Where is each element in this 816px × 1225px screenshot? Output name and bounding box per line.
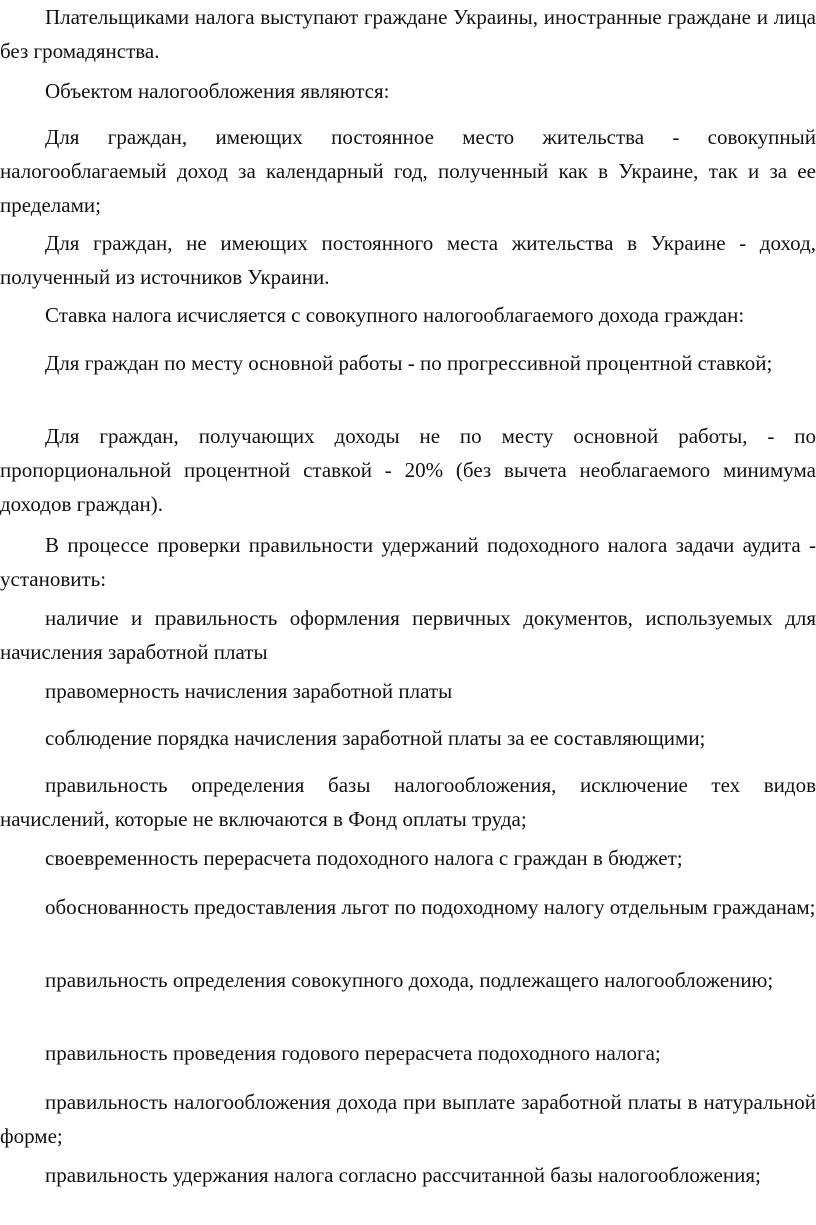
paragraph-nonresidents: Для граждан, не имеющих постоянного места жительства в Украине - доход, полученный из источников Украини. <box>0 231 816 289</box>
list-item-withholding: правильность удержания налога согласно рассчитанной базы налогообложения; <box>45 1163 761 1187</box>
list-item-in-kind: правильность налогообложения дохода при выплате заработной платы в натуральной форме; <box>0 1090 816 1148</box>
list-item-annual-recalc: правильность проведения годового перерасчета подоходного налога; <box>45 1041 661 1065</box>
paragraph-payers: Плательщиками налога выступают граждане Украины, иностранные граждане и лица без громадянства. <box>0 5 816 63</box>
paragraph-rate-heading: Ставка налога исчисляется с совокупного налогооблагаемого дохода граждан: <box>45 303 745 327</box>
list-item-legality: правомерность начисления заработной платы <box>45 679 453 703</box>
paragraph-residents: Для граждан, имеющих постоянное место жительства - совокупный налогооблагаемый доход за календарный год, полученный как в Украине, так и за ее пределами; <box>0 125 816 217</box>
list-item-timeliness: своевременность перерасчета подоходного налога с граждан в бюджет; <box>45 846 683 870</box>
paragraph-object-heading: Объектом налогообложения являются: <box>45 79 390 103</box>
paragraph-secondary-job-rate: Для граждан, получающих доходы не по месту основной работы, - по пропорциональной процентной ставкой - 20% (без вычета необлагаемого минимума доходов граждан). <box>0 424 816 516</box>
list-item-total-income: правильность определения совокупного дохода, подлежащего налогообложению; <box>45 968 774 992</box>
paragraph-audit-tasks: В процессе проверки правильности удержаний подоходного налога задачи аудита - установить: <box>0 533 816 591</box>
list-item-benefits: обоснованность предоставления льгот по подоходному налогу отдельным гражданам; <box>45 895 816 919</box>
list-item-primary-documents: наличие и правильность оформления первичных документов, используемых для начисления заработной платы <box>0 606 816 664</box>
list-item-order: соблюдение порядка начисления заработной платы за ее составляющими; <box>45 726 706 750</box>
list-item-tax-base: правильность определения базы налогообложения, исключение тех видов начислений, которые не включаются в Фонд оплаты труда; <box>0 773 816 831</box>
paragraph-main-job-rate: Для граждан по месту основной работы - по прогрессивной процентной ставкой; <box>45 351 773 375</box>
